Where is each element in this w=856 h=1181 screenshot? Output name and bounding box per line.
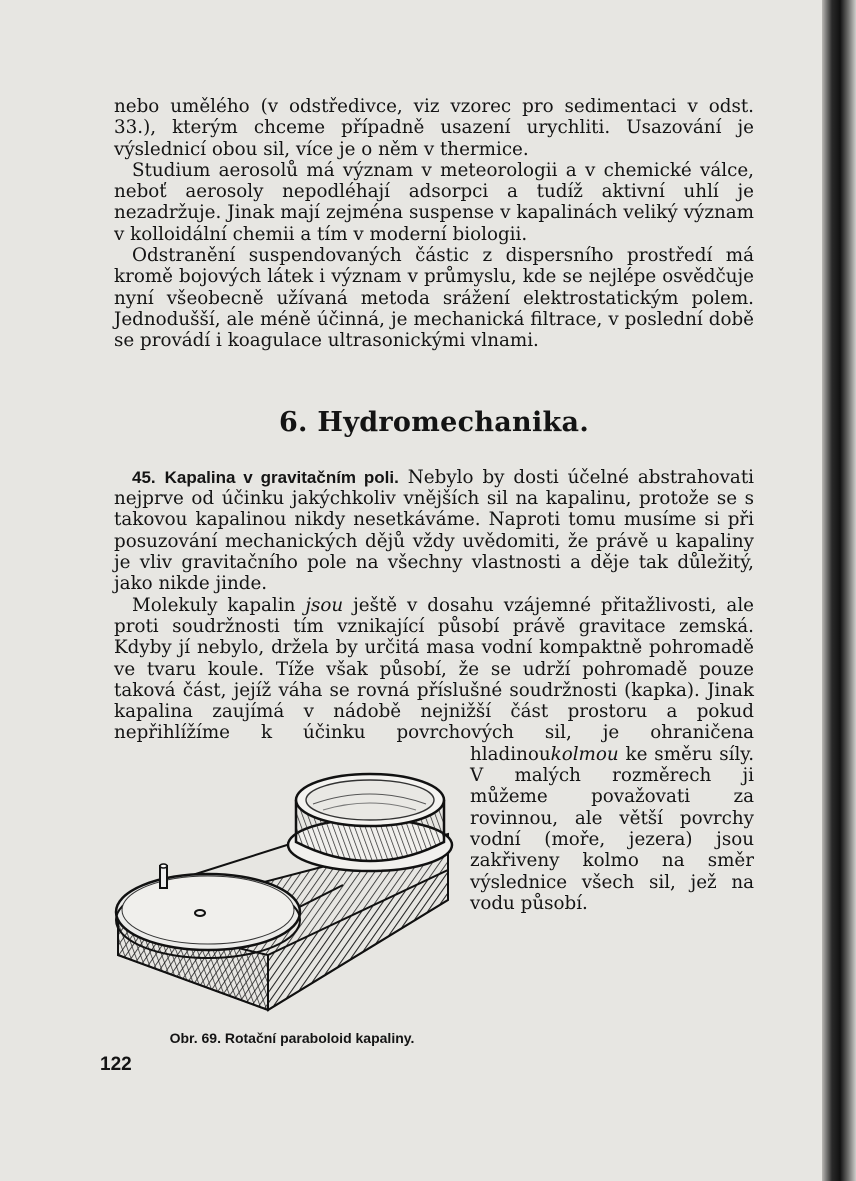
figure-caption: Obr. 69. Rotační paraboloid kapaliny. [169, 1029, 415, 1046]
page-number: 122 [100, 1054, 132, 1075]
paragraph-2: Studium aerosolů má význam v meteorologii a v chemické válce, neboť aerosoly nepodléhají adsorpci a tudíž aktivní uhlí je nezadržuje. Jinak mají zejména suspense v kapalinách veliký význam v kolloidální chemii a tím v moderní biologii. [114, 159, 754, 245]
figure-69 [108, 750, 458, 1049]
book-spine-shadow [822, 0, 856, 1181]
paragraph-3: Odstranění suspendovaných částic z dispersního prostředí má kromě bojových látek i význam v průmyslu, kde se nejlépe osvědčuje nyní všeobecně užívaná metoda srážení elektrostatickým polem. Jednodušší, ale méně účinná, je mechanická filtrace, v poslední době se provádí i koagulace ultrasonickými vlnami. [114, 245, 754, 352]
section-45-text-2c: ke směru síly. V malých rozměrech ji můžeme považovati za rovinnou, ale větší povrchy vodní (moře, jezera) jsou zakřiveny kolmo na směr výslednice všech sil, jež na vodu působí. [470, 743, 755, 914]
section-number: 45. [132, 467, 156, 487]
section-45-emphasis-2: kolmou [550, 743, 619, 765]
chapter-title: 6. Hydromechanika. [278, 406, 590, 438]
rotating-paraboloid-illustration [108, 750, 458, 1018]
section-45-paragraph-2 [114, 594, 755, 1046]
section-45-emphasis-1: jsou [305, 594, 344, 616]
section-45-paragraph-1 [114, 467, 754, 595]
section-45-text-2a: Molekuly kapalin [132, 594, 296, 616]
text-column [114, 96, 754, 1049]
paragraph-1: nebo umělého (v odstředivce, viz vzorec pro sedimentaci v odst. 33.), kterým chceme případně usazení urychliti. Usazování je výslednicí obou sil, více je o něm v thermice. [114, 96, 754, 160]
section-title: Kapalina v gravitačním poli. [164, 467, 399, 487]
section-45-text-1: Nebylo by dosti účelné abstrahovati nejprve od účinku jakýchkoliv vnějších sil na kapalinu, protože se s takovou kapalinou nikdy nesetkáváme. Naproti tomu musíme si při posuzování mechanických dějů vždy uvědomiti, že právě u kapaliny je vliv gravitačního pole na všechny vlastnosti a děje tak důležitý, jako nikde jinde. [114, 466, 755, 595]
section-45-text-2b: ještě v dosahu vzájemné přitažlivosti, ale proti soudržnosti tím vznikající působí právě gravitace zemská. Kdyby jí nebylo, držela by určitá masa vodní kompaktně pohromadě ve tvaru koule. Tíže však působí, že se udrží pohromadě pouze taková část, jejíž váha se rovná příslušné soudržnosti (kapka). Jinak kapalina zaujímá v nádobě nejnižší část prostoru a pokud nepřihlížíme k účinku povrchových sil, je ohraničena hladinou [114, 594, 754, 765]
